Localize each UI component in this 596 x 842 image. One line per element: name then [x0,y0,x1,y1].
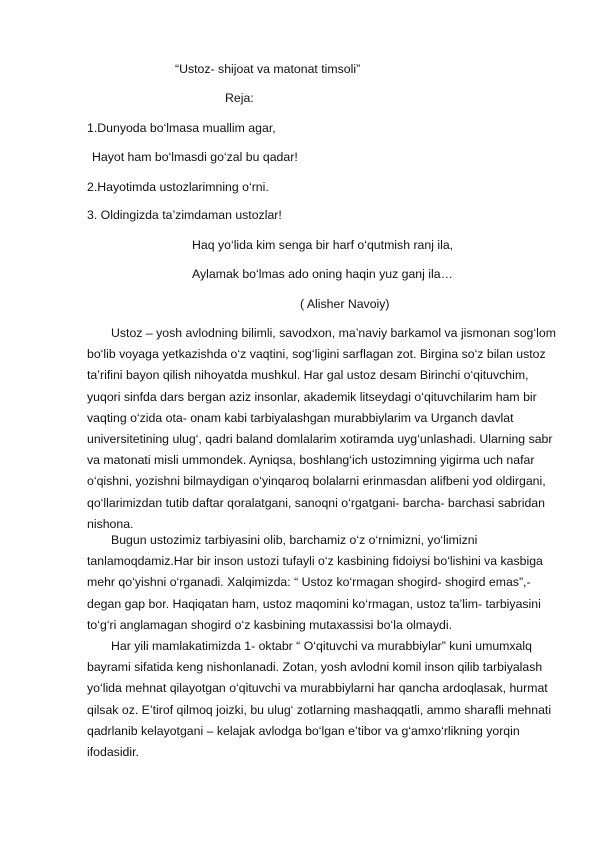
body-paragraph-1: Ustoz – yosh avlodning bilimli, savodxon, ma’naviy barkamol va jismonan sog‘lom bo‘lib voyaga yetkazishda o‘z vaqtini, sog‘ligini sarflagan zot. Birgina so‘z bilan ustoz ta’rifini bayon qilish nihoyatda mushkul. Har gal ustoz desam Birinchi o‘qituvchim, yuqori sinfda dars bergan aziz insonlar, akademik litseydagi o‘qituvchilarim ham bir vaqting o‘zida ota- onam kabi tarbiyalashgan murabbiylarim va Urganch davlat universitetining ulug‘, qadri baland domlalarim xotiramda uyg‘unlashadi. Ularning sabr va matonati misli ummondek. Ayniqsa, boshlang‘ich ustozimning yigirma uch nafar o‘qishni, yozishni bilmaydigan o‘yinqaroq bolalarni erinmasdan alifbeni yod oldirgani, qo‘llarimizdan tutib daftar qoralatgani, sanoqni o‘rgatgani- barcha- barchasi sabridan nishona. [87,326,556,531]
document-title: “Ustoz- shijoat va matonat timsoli” [175,62,361,76]
epigraph-author: ( Alisher Navoiy) [300,297,390,311]
epigraph-line-1: Haq yo‘lida kim senga bir harf o‘qutmish ranj ila, [192,238,454,252]
plan-heading: Reja: [225,91,254,105]
plan-item-1-continuation: Hayot ham bo‘lmasdi go‘zal bu qadar! [92,150,298,164]
plan-item-2: 2.Hayotimda ustozlarimning o‘rni. [87,180,269,194]
plan-item-1: 1.Dunyoda bo‘lmasa muallim agar, [87,121,276,135]
body-paragraph-3: Har yili mamlakatimizda 1- oktabr “ O‘qituvchi va murabbiylar” kuni umumxalq bayrami sifatida keng nishonlanadi. Zotan, yosh avlodni komil inson qilib tarbiyalash yo‘lida mehnat qilayotgan o‘qituvchi va murabbiylarni har qancha ardoqlasak, hurmat qilsak oz. E’tirof qilmoq joizki, bu ulug‘ zotlarning mashaqqatli, ammo sharafli mehnati qadrlanib kelayotgani – kelajak avlodga bo‘lgan e’tibor va g‘amxo‘rlikning yorqin ifodasidir. [87,639,552,760]
body-paragraph-2: Bugun ustozimiz tarbiyasini olib, barchamiz o‘z o‘rnimizni, yo‘limizni tanlamoqdamiz.Har bir inson ustozi tufayli o‘z kasbining fidoiysi bo‘lishini va kasbiga mehr qo‘yishni o‘rganadi. Xalqimizda: “ Ustoz ko‘rmagan shogird- shogird emas”,- degan gap bor. Haqiqatan ham, ustoz maqomini ko‘rmagan, ustoz ta’lim- tarbiyasini to‘g‘ri anglamagan shogird o‘z kasbining mutaxassisi bo‘la olmaydi. [87,533,543,632]
epigraph-line-2: Aylamak bo‘lmas ado oning haqin yuz ganj ila… [192,267,453,281]
plan-item-3: 3. Oldingizda ta’zimdaman ustozlar! [87,208,282,222]
